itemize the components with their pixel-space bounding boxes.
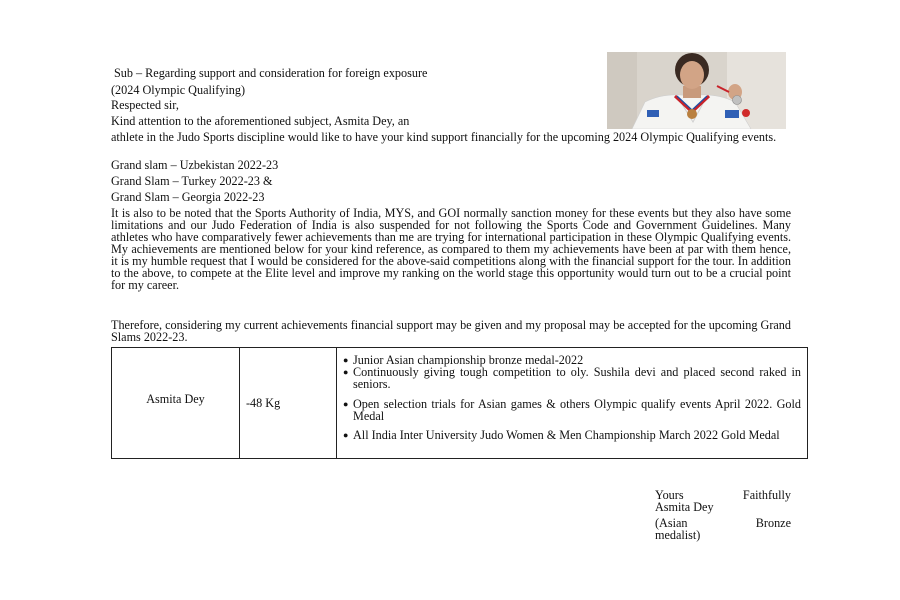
bullet-icon: ● [343,399,349,409]
achievements-table [111,347,808,459]
intro-continuation: athlete in the Judo Sports discipline would like to have your kind support financially for the upcoming 2024 Olympic Qualifying events. [111,130,777,144]
body-paragraph: It is also to be noted that the Sports Authority of India, MYS, and GOI normally sanction money for these events but they also have some limitations and our Judo Federation of India is also suspended for not following the Sports Code and Government Guidelines. Many athletes who have comparatively fewer achievements than me are trying for international participation in these Olympic Qualifying events. My achievements are mentioned below for your kind reference, as compared to them my achievements have been at par with them hence, it is my humble request that I would be considered for the above-said competitions along with the financial support for the tour. In addition to the above, to compete at the Elite level and improve my ranking on the world stage this opportunity would turn out to be a crucial point for my career. [111,206,791,292]
athlete-photo [607,52,786,129]
achievement-item: ● Junior Asian championship bronze medal-2022 [343,353,584,367]
event-item: Grand Slam – Georgia 2022-23 [111,190,265,204]
achievement-item: ● Continuously giving tough competition to oly. Sushila devi and placed second raked in seniors. [343,365,801,391]
signer-title: (Asian Bronze medalist) [655,516,791,542]
event-item: Grand slam – Uzbekistan 2022-23 [111,158,279,172]
signature-block [655,489,791,541]
table-row [112,348,808,459]
achievement-item: ● Open selection trials for Asian games & others Olympic qualify events April 2022. Gold Medal [343,397,801,423]
salutation: Respected sir, [111,98,179,112]
intro-line: Kind attention to the aforementioned subject, Asmita Dey, an [111,114,410,128]
subject-line: Sub – Regarding support and consideration for foreign exposure [114,66,428,80]
bullet-icon: ● [343,430,349,440]
athlete-name-cell: Asmita Dey [112,348,240,459]
closing-phrase: Yours Faithfully [655,488,791,502]
subject-note: (2024 Olympic Qualifying) [111,83,246,97]
weight-category-cell: -48 Kg [240,348,337,459]
event-item: Grand Slam – Turkey 2022-23 & [111,174,273,188]
athlete-photo-graphic [607,52,786,129]
signer-name: Asmita Dey [655,500,714,514]
closing-paragraph: Therefore, considering my current achievements financial support may be given and my proposal may be accepted for the upcoming Grand Slams 2022-23. [111,318,791,344]
achievements-cell [337,348,808,459]
achievement-item: ● All India Inter University Judo Women & Men Championship March 2022 Gold Medal [343,428,780,442]
bullet-icon: ● [343,367,349,377]
bullet-icon: ● [343,355,349,365]
